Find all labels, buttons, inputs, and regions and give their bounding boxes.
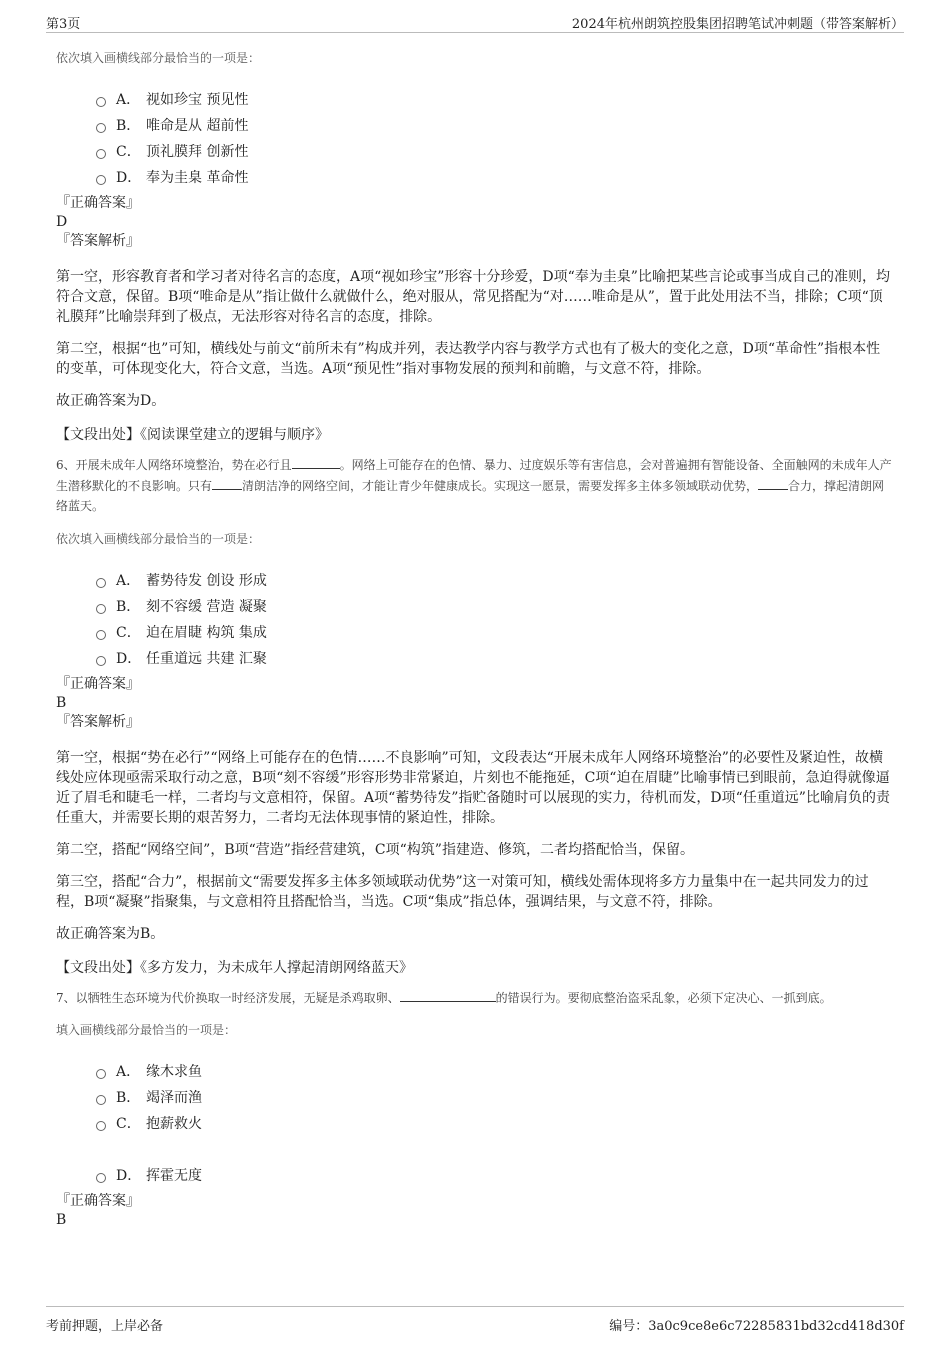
analysis-tag: 『答案解析』	[56, 233, 140, 249]
radio-icon[interactable]	[96, 604, 106, 614]
page-number: 第3页	[46, 17, 81, 32]
analysis-paragraph: 故正确答案为D。	[56, 393, 166, 409]
option-text: 蓄势待发 创设 形成	[146, 572, 267, 589]
option-letter: D．	[116, 1168, 142, 1184]
radio-icon[interactable]	[96, 1173, 106, 1183]
option-letter: A．	[116, 92, 141, 108]
source-citation: 【文段出处】《多方发力，为未成年人撑起清朗网络蓝天》	[56, 959, 413, 976]
answer-value: B	[56, 694, 67, 711]
answer-value: B	[56, 1212, 67, 1228]
radio-icon[interactable]	[96, 1069, 106, 1079]
question-6	[56, 455, 894, 978]
option-letter: C．	[116, 624, 141, 641]
stem-text: 6、开展未成年人网络环境整治，势在必行且	[56, 458, 292, 472]
option-c[interactable]	[96, 1110, 894, 1136]
option-text: 刻不容缓 营造 凝聚	[146, 598, 267, 615]
answer-tag: 『正确答案』	[56, 675, 140, 692]
option-c[interactable]	[96, 619, 894, 645]
option-letter: D．	[116, 170, 142, 186]
analysis-paragraph: 第一空，形容教育者和学习者对待名言的态度，A项“视如珍宝”形容十分珍爱，D项“奉为圭臬”比喻把某些言论或事当成自己的准则，均符合文意，保留。B项“唯命是从”指让做什么就做什么，绝对服从，常见搭配为“对……唯命是从”，置于此处用法不当，排除；C项“顶礼膜拜”比喻崇拜到了极点，无法形容对待名言的态度，排除。	[56, 269, 890, 325]
analysis-paragraph: 第二空，根据“也”可知，横线处与前文“前所未有”构成并列，表达教学内容与教学方式也有了极大的变化之意，D项“革命性”指根本性的变革，可体现变化大，符合文意，当选。A项“预见性”指对事物发展的预判和前瞻，与文意不符，排除。	[56, 341, 881, 377]
radio-icon[interactable]	[96, 656, 106, 666]
radio-icon[interactable]	[96, 1121, 106, 1131]
radio-icon[interactable]	[96, 1095, 106, 1105]
option-a[interactable]	[96, 567, 894, 593]
serial-number: 3a0c9ce8e6c72285831bd32cd418d30f	[648, 1319, 904, 1334]
page-header	[46, 10, 904, 33]
footer-slogan: 考前押题，上岸必备	[46, 1319, 164, 1334]
answer-value: D	[56, 214, 68, 230]
option-text: 顶礼膜拜 创新性	[146, 144, 249, 160]
option-a[interactable]	[96, 1058, 894, 1084]
question-5	[56, 48, 894, 445]
option-text: 缘木求鱼	[146, 1064, 202, 1080]
option-text: 奉为圭臬 革命性	[146, 170, 249, 186]
option-d[interactable]	[96, 1162, 894, 1188]
option-c[interactable]	[96, 138, 894, 164]
question-stem	[56, 988, 894, 1009]
option-letter: B．	[116, 598, 141, 615]
fill-blank	[212, 477, 242, 490]
option-list	[96, 1058, 894, 1188]
fill-blank	[292, 456, 340, 469]
option-letter: D．	[116, 650, 142, 667]
analysis-tag: 『答案解析』	[56, 713, 140, 730]
stem-text: 的错误行为。要彻底整治盗采乱象，必须下定决心、一抓到底。	[495, 990, 832, 1005]
answer-tag: 『正确答案』	[56, 1193, 140, 1209]
question-prompt: 依次填入画横线部分最恰当的一项是：	[56, 531, 261, 546]
option-letter: C．	[116, 144, 141, 160]
radio-icon[interactable]	[96, 149, 106, 159]
option-text: 抱薪救火	[146, 1116, 202, 1132]
radio-icon[interactable]	[96, 578, 106, 588]
stem-text: 。网络上可能存在的色情、暴力、过度娱乐等有害信息，会对普遍拥有智能设备、全面触网的未成年人产生潜移默化的不良影响。只有	[56, 458, 892, 493]
option-text: 竭泽而渔	[146, 1090, 202, 1106]
option-text: 挥霍无度	[146, 1168, 202, 1184]
fill-blank	[758, 477, 788, 490]
analysis-paragraph: 第二空，搭配“网络空间”，B项“营造”指经营建筑，C项“构筑”指建造、修筑，二者均搭配恰当，保留。	[56, 841, 694, 858]
analysis-paragraph: 故正确答案为B。	[56, 925, 165, 942]
question-prompt: 依次填入画横线部分最恰当的一项是：	[56, 51, 261, 65]
answer-tag: 『正确答案』	[56, 195, 140, 211]
radio-icon[interactable]	[96, 630, 106, 640]
option-b[interactable]	[96, 593, 894, 619]
fill-blank	[400, 989, 496, 1002]
option-list	[96, 567, 894, 671]
stem-text: 7、以牺牲生态环境为代价换取一时经济发展，无疑是杀鸡取卵、	[56, 990, 400, 1005]
page-footer	[46, 1306, 904, 1335]
option-letter: C．	[116, 1116, 141, 1132]
question-prompt: 填入画横线部分最恰当的一项是：	[56, 1023, 237, 1037]
option-list	[96, 86, 894, 190]
option-text: 任重道远 共建 汇聚	[146, 650, 267, 667]
option-a[interactable]	[96, 86, 894, 112]
source-citation: 【文段出处】《阅读课堂建立的逻辑与顺序》	[56, 427, 329, 443]
option-letter: A．	[116, 1064, 141, 1080]
analysis-paragraph: 第一空，根据“势在必行”“网络上可能存在的色情……不良影响”可知，文段表达“开展未成年人网络环境整治”的必要性及紧迫性，故横线处应体现亟需采取行动之意，B项“刻不容缓”形容形势非常紧迫，片刻也不能拖延，C项“迫在眉睫”比喻事情已到眼前，急迫得就像逼近了眉毛和睫毛一样，二者均与文意相符，保留。A项“蓄势待发”指贮备随时可以展现的实力，待机而发，D项“任重道远”比喻肩负的责任重大，并需要长期的艰苦努力，二者均无法体现事情的紧迫性，排除。	[56, 749, 890, 826]
radio-icon[interactable]	[96, 123, 106, 133]
document-title: 2024年杭州朗筑控股集团招聘笔试冲刺题（带答案解析）	[571, 17, 904, 32]
option-d[interactable]	[96, 164, 894, 190]
option-b[interactable]	[96, 1084, 894, 1110]
option-letter: B．	[116, 118, 141, 134]
option-text: 迫在眉睫 构筑 集成	[146, 624, 267, 641]
document-serial	[609, 1315, 904, 1334]
option-b[interactable]	[96, 112, 894, 138]
option-spacer	[96, 1136, 894, 1162]
question-stem	[56, 455, 894, 517]
stem-text: 合力，撑起清朗网络蓝天。	[56, 478, 885, 513]
analysis-paragraph: 第三空，搭配“合力”，根据前文“需要发挥多主体多领域联动优势”这一对策可知，横线处需体现将多方力量集中在一起共同发力的过程，B项“凝聚”指聚集，与文意相符且搭配恰当，当选。C项“集成”指总体，强调结果，与文意不符，排除。	[56, 873, 869, 910]
option-letter: A．	[116, 572, 141, 589]
page-content	[56, 40, 894, 1230]
radio-icon[interactable]	[96, 97, 106, 107]
option-text: 唯命是从 超前性	[146, 118, 249, 134]
serial-label: 编号：	[609, 1319, 649, 1334]
option-letter: B．	[116, 1090, 141, 1106]
question-7	[56, 988, 894, 1231]
option-text: 视如珍宝 预见性	[146, 92, 249, 108]
radio-icon[interactable]	[96, 175, 106, 185]
option-d[interactable]	[96, 645, 894, 671]
stem-text: 清朗洁净的网络空间，才能让青少年健康成长。实现这一愿景，需要发挥多主体多领域联动优势，	[242, 478, 759, 493]
